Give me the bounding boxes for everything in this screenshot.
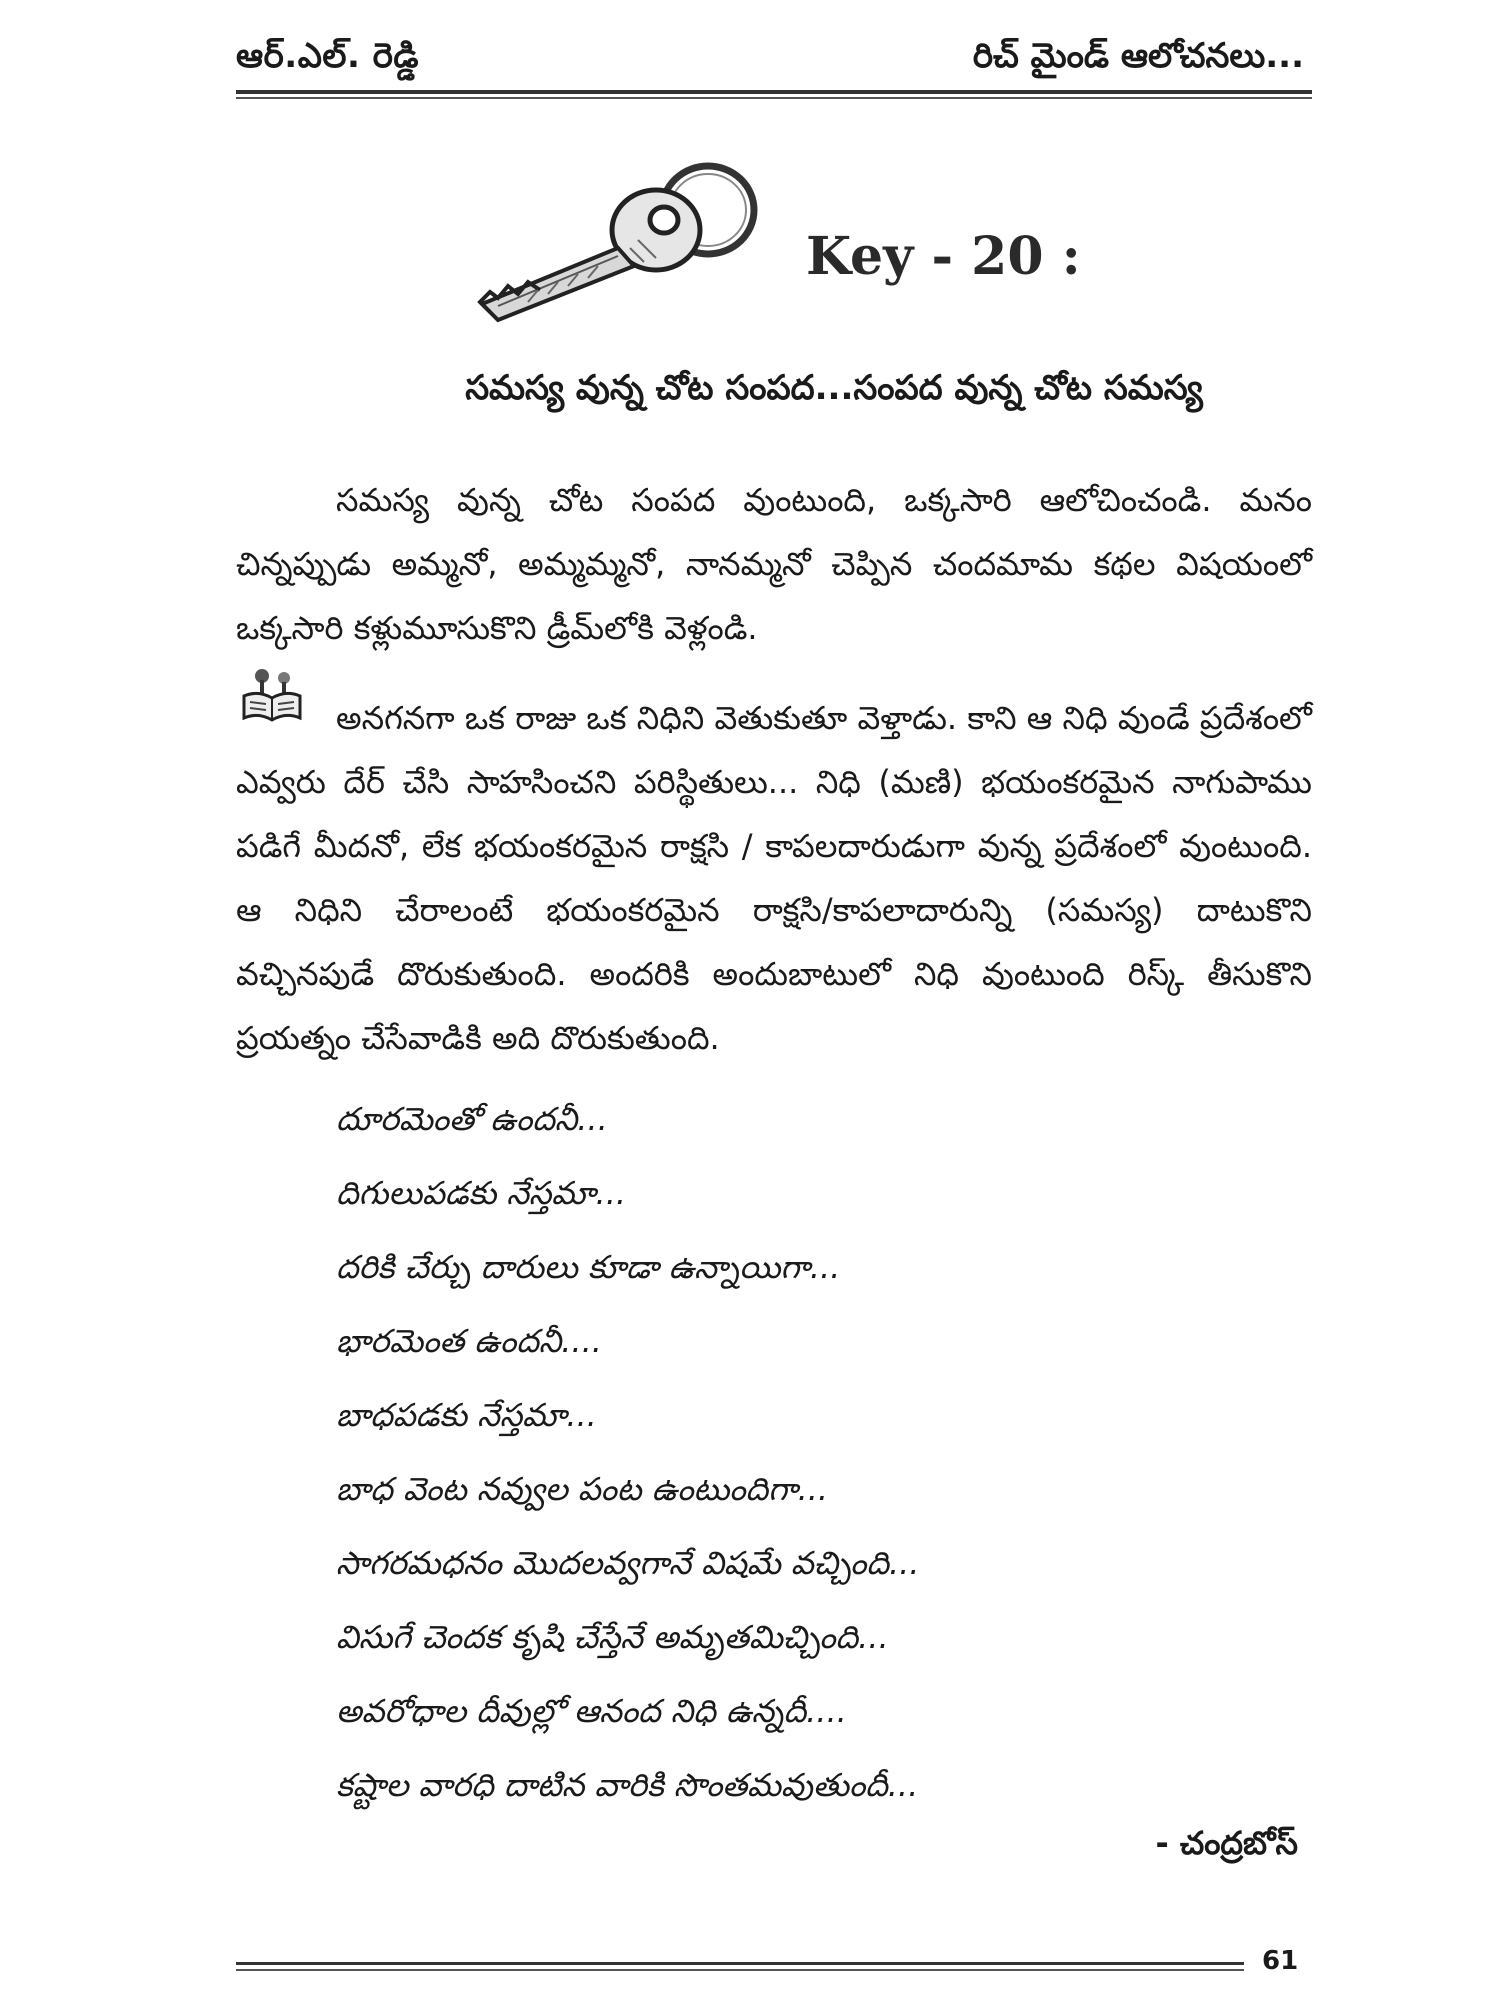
poem-line: అవరోధాల దీవుల్లో ఆనంద నిధి ఉన్నదీ.... (336, 1692, 847, 1730)
header-author: ఆర్.ఎల్. రెడ్డి (236, 36, 420, 76)
poem-line: దరికి చేర్చు దారులు కూడా ఉన్నాయిగా... (336, 1248, 841, 1286)
poem-line: సాగరమధనం మొదలవ్వగానే విషమే వచ్చింది... (336, 1544, 920, 1582)
poem-line: బాధ వెంట నవ్వుల పంట ఉంటుందిగా... (336, 1470, 829, 1508)
poem-line: దిగులుపడకు నేస్తమా... (336, 1174, 627, 1212)
page-number: 61 (1262, 1946, 1299, 1976)
key-illustration-icon (468, 152, 780, 324)
poem (336, 1082, 919, 1822)
header-book-title: రిచ్ మైండ్ ఆలోచనలు... (972, 36, 1304, 76)
footer-rule-thin (236, 1969, 1244, 1971)
poem-line: విసుగే చెందక కృషి చేస్తేనే అమృతమిచ్చింది... (336, 1618, 889, 1656)
chapter-subtitle: సమస్య వున్న చోట సంపద...సంపద వున్న చోట సమస్య (465, 368, 1203, 408)
key-title: Key - 20 : (806, 226, 1081, 287)
paragraph-1: సమస్య వున్న చోట సంపద వుంటుంది, ఒక్కసారి ఆలోచించండి. మనం చిన్నప్పుడు అమ్మనో, అమ్మమ్మనో, నానమ్మనో చెప్పిన చందమామ కథల విషయంలో ఒక్కసారి కళ్లుమూసుకొని డ్రీమ్‌లోకి వెళ్లండి. (236, 481, 1312, 647)
poem-line: భారమెంత ఉందనీ.... (336, 1322, 602, 1360)
paragraph-2: అనగనగా ఒక రాజు ఒక నిధిని వెతుకుతూ వెళ్తాడు. కాని ఆ నిధి వుండే ప్రదేశంలో ఎవ్వరు దేర్ చేసి సాహసించని పరిస్థితులు... నిధి (మణి) భయంకరమైన నాగుపాము పడిగే మీదనో, లేక భయంకరమైన రాక్షసి / కాపలదారుడుగా వున్న ప్రదేశంలో వుంటుంది. ఆ నిధిని చేరాలంటే భయంకరమైన రాక్షసి/కాపలాదారున్ని (సమస్య) దాటుకొని వచ్చినపుడే దొరుకుతుంది. అందరికి అందుబాటులో నిధి వుంటుంది రిస్క్ తీసుకొని ప్రయత్నం చేసేవాడికి అది దొరుకుతుంది. (236, 699, 1312, 1057)
poem-attribution: - చంద్రబోస్ (1155, 1824, 1298, 1862)
footer-rule (236, 1962, 1244, 1965)
poem-line: కష్టాల వారధి దాటిన వారికి సొంతమవుతుందీ... (336, 1766, 919, 1804)
poem-line: బాధపడకు నేస్తమా... (336, 1396, 597, 1434)
header-rule (236, 90, 1312, 94)
poem-line: దూరమెంతో ఉందనీ... (336, 1100, 608, 1138)
header-rule-thin (236, 97, 1312, 99)
